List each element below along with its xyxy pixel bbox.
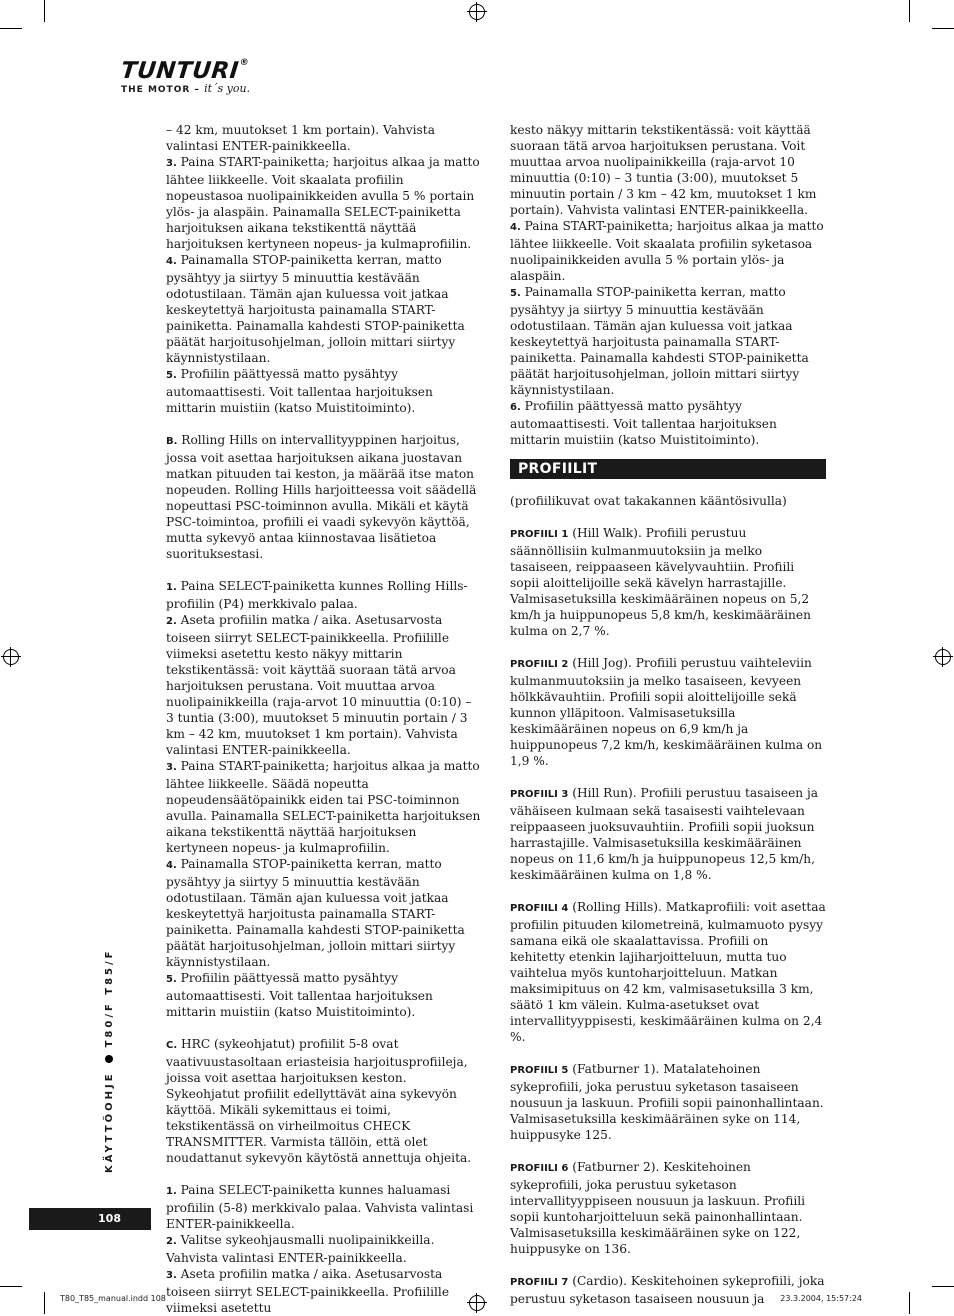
paragraph-gap	[510, 1143, 826, 1159]
registration-mark-icon	[3, 649, 19, 665]
footer-timestamp: 23.3.2004, 15:57:24	[780, 1294, 862, 1303]
paragraph-gap	[166, 1020, 482, 1036]
paragraph	[166, 1036, 482, 1166]
paragraph-number: 1.	[166, 582, 177, 593]
paragraph	[510, 1061, 826, 1143]
paragraph-number: PROFIILI 5	[510, 1065, 569, 1076]
crop-mark	[909, 1292, 910, 1314]
paragraph-number: B.	[166, 436, 178, 447]
paragraph-text: Profiilin päättyessä matto pysähtyy automaattisesti. Voit tallentaa harjoituksen mittarin muistiin (katso Muistitoiminto).	[166, 971, 433, 1019]
paragraph-text: Paina SELECT-painiketta kunnes haluamasi profiilin (5-8) merkkivalo palaa. Vahvista valintasi ENTER-painikkeella.	[166, 1183, 474, 1231]
paragraph-number: 5.	[510, 288, 521, 299]
paragraph-number: 3.	[166, 158, 177, 169]
paragraph-text: Paina START-painiketta; harjoitus alkaa ja matto lähtee liikkeelle. Säädä nopeutta nopeudensäätöpainikk eiden tai PSC-toiminnon avulla. Painamalla SELECT-painiketta harjoituksen aikana tekstikenttä näyttää harjoituksen kertyneen nopeus- ja kulmaprofiilin.	[166, 759, 481, 855]
paragraph-number: 5.	[166, 370, 177, 381]
paragraph-text: – 42 km, muutokset 1 km portain). Vahvista valintasi ENTER-painikkeella.	[166, 123, 435, 153]
paragraph-number: PROFIILI 2	[510, 659, 569, 670]
paragraph-text: HRC (sykeohjatut) profiilit 5-8 ovat vaativuustasoltaan eriasteisia harjoitusprofiileja, joissa voit asettaa harjoituksen keston. Sykeohjatut profiilit edellyttävät aina sykevyön käyttöä. Mikäli sykemittaus ei toimi, tekstikentässä on virheilmoitus CHECK TRANSMITTER. Varmista tällöin, että olet noudattanut sykevyön käytöstä annettuja ohjeita.	[166, 1037, 472, 1165]
paragraph-number: PROFIILI 7	[510, 1277, 569, 1288]
paragraph	[166, 1182, 482, 1232]
logo-tagline: THE MOTOR – it´s you.	[121, 82, 251, 95]
paragraph	[166, 1232, 482, 1266]
paragraph-text: Paina START-painiketta; harjoitus alkaa ja matto lähtee liikkeelle. Voit skaalata profiilin syketasoa nuolipainikkeiden avulla 5 % portain ylös- ja alaspäin.	[510, 219, 824, 283]
paragraph-number: PROFIILI 3	[510, 789, 569, 800]
paragraph-number: 2.	[166, 616, 177, 627]
paragraph-gap	[510, 509, 826, 525]
paragraph-gap	[510, 769, 826, 785]
paragraph-gap	[510, 1045, 826, 1061]
paragraph	[510, 284, 826, 398]
crop-mark	[44, 1292, 45, 1314]
paragraph	[510, 899, 826, 1045]
paragraph-text: (Fatburner 1). Matalatehoinen sykeprofiili, joka perustuu syketason tasaiseen nousuun ja laskuun. Profiili sopii painonhallintaan. Valmisasetuksilla keskimääräinen syke on 114, huippusyke 125.	[510, 1062, 824, 1142]
crop-mark	[909, 0, 910, 22]
paragraph-number: C.	[166, 1040, 178, 1051]
paragraph	[166, 122, 482, 154]
paragraph-number: PROFIILI 4	[510, 903, 569, 914]
paragraph-number: 3.	[166, 1270, 177, 1281]
paragraph-gap	[510, 883, 826, 899]
paragraph	[510, 525, 826, 639]
paragraph-number: PROFIILI 1	[510, 529, 569, 540]
paragraph	[166, 252, 482, 366]
bullet-icon	[105, 1055, 113, 1063]
logo-wordmark: TUNTURI®	[119, 58, 250, 84]
crop-mark	[44, 0, 45, 22]
left-text-column	[166, 122, 482, 1316]
paragraph-text: Painamalla STOP-painiketta kerran, matto pysähtyy ja siirtyy 5 minuuttia kestävään odotustilaan. Tämän ajan kuluessa voit jatkaa keskeytettyä harjoitusta painamalla START-painiketta. Painamalla kahdesti STOP-painiketta päätät harjoitusohjelman, jolloin mittari siirtyy käynnistystilaan.	[166, 253, 465, 365]
paragraph	[510, 1159, 826, 1257]
paragraph-text: (Cardio). Keskitehoinen sykeprofiili, joka perustuu syketason tasaiseen nousuun ja	[510, 1274, 825, 1306]
paragraph-text: Painamalla STOP-painiketta kerran, matto pysähtyy ja siirtyy 5 minuuttia kestävään odotustilaan. Tämän ajan kuluessa voit jatkaa keskeytettyä harjoitusta painamalla START-painiketta. Painamalla kahdesti STOP-painiketta päätät harjoitusohjelman, jolloin mittari siirtyy käynnistystilaan.	[510, 285, 809, 397]
paragraph-text: (profiilikuvat ovat takakannen kääntösivulla)	[510, 494, 787, 508]
paragraph-number: 1.	[166, 1186, 177, 1197]
paragraph-gap	[166, 1166, 482, 1182]
paragraph-text: (Hill Jog). Profiili perustuu vaihteleviin kulmanmuutoksiin ja melko tasaiseen, kevyeen hölkkävauhtiin. Profiili sopii aloittelijoille sekä kunnon ylläpitoon. Valmisasetuksilla keskimääräinen nopeus on 6,9 km/h ja huippunopeus 7,2 km/h, keskimääräinen kulma on 1,9 %.	[510, 656, 823, 768]
paragraph-text: Painamalla STOP-painiketta kerran, matto pysähtyy ja siirtyy 5 minuuttia kestävään odotustilaan. Tämän ajan kuluessa voit jatkaa keskeytettyä harjoitusta painamalla START-painiketta. Painamalla kahdesti STOP-painiketta päätät harjoitusohjelman, jolloin mittari siirtyy käynnistystilaan.	[166, 857, 465, 969]
paragraph	[510, 122, 826, 218]
paragraph	[166, 856, 482, 970]
paragraph-text: (Hill Walk). Profiili perustuu säännöllisiin kulmanmuutoksiin ja melko tasaiseen, reippaaseen kävelyvauhtiin. Profiili sopii aloittelijoille sekä kävelyn harrastajille. Valmisasetuksilla keskimääräinen nopeus on 5,2 km/h ja huippunopeus 5,8 km/h, keskimääräinen kulma on 2,7 %.	[510, 526, 811, 638]
paragraph-text: Paina SELECT-painiketta kunnes Rolling Hills-profiilin (P4) merkkivalo palaa.	[166, 579, 468, 611]
paragraph-gap	[166, 562, 482, 578]
section-heading: PROFIILIT	[510, 459, 826, 479]
crop-mark	[932, 28, 954, 29]
paragraph	[166, 578, 482, 612]
paragraph-gap	[510, 639, 826, 655]
paragraph-text: (Hill Run). Profiili perustuu tasaiseen ja vähäiseen kulmaan sekä tasaisesti vaihtelevaan reippaaseen juoksuvauhtiin. Profiili sopii juoksun harrastajille. Valmisasetuksilla keskimääräinen nopeus on 11,6 km/h ja huippunopeus 12,5 km/h, keskimääräinen kulma on 1,8 %.	[510, 786, 819, 882]
paragraph-gap	[510, 1257, 826, 1273]
footer-file-info: T80_T85_manual.indd 108	[60, 1294, 166, 1303]
side-label: KÄYTTÖOHJET80/F T85/F	[104, 948, 115, 1173]
paragraph-text: Aseta profiilin matka / aika. Asetusarvosta toiseen siirryt SELECT-painikkeella. Profiilille viimeksi asetettu kesto näkyy mittarin tekstikentässä: voit käyttää suoraan tätä arvoa harjoituksen perustana. Voit muuttaa arvoa nuolipainikkeilla (raja-arvot 10 minuuttia (0:10) – 3 tuntia (3:00), muutokset 5 minuutin portain / 3 km – 42 km, muutokset 1 km portain). Vahvista valintasi ENTER-painikkeella.	[166, 613, 472, 757]
paragraph-number: 2.	[166, 1236, 177, 1247]
paragraph	[510, 655, 826, 769]
paragraph-number: 4.	[166, 860, 177, 871]
crop-mark	[0, 1286, 22, 1287]
page-number: 108	[98, 1212, 121, 1225]
paragraph	[510, 1273, 826, 1307]
registration-mark-icon	[469, 4, 485, 20]
paragraph-number: 4.	[166, 256, 177, 267]
paragraph	[510, 398, 826, 448]
paragraph-number: 4.	[510, 222, 521, 233]
right-column-steps	[510, 122, 826, 448]
paragraph	[510, 493, 826, 509]
paragraph	[510, 785, 826, 883]
right-text-column	[510, 122, 826, 1307]
paragraph	[166, 366, 482, 416]
paragraph-text: Paina START-painiketta; harjoitus alkaa ja matto lähtee liikkeelle. Voit skaalata profiilin nopeustasoa nuolipainikkeiden avulla 5 % portain ylös- ja alaspäin. Painamalla SELECT-painiketta harjoituksen aikana tekstikenttä näyttää harjoituksen kertyneen nopeus- ja kulmaprofiilin.	[166, 155, 480, 251]
tunturi-logo	[121, 58, 250, 95]
paragraph-text: (Fatburner 2). Keskitehoinen sykeprofiili, joka perustuu syketason intervallityyppiseen nousuun ja laskuun. Profiili sopii kuntoharjoitteluun sekä painonhallintaan. Valmisasetuksilla keskimääräinen syke on 122, huippusyke on 136.	[510, 1160, 806, 1256]
paragraph-number: 5.	[166, 974, 177, 985]
paragraph-gap	[166, 416, 482, 432]
paragraph-text: Profiilin päättyessä matto pysähtyy automaattisesti. Voit tallentaa harjoituksen mittarin muistiin (katso Muistitoiminto).	[166, 367, 433, 415]
paragraph	[166, 154, 482, 252]
paragraph-text: Aseta profiilin matka / aika. Asetusarvosta toiseen siirryt SELECT-painikkeella. Profiilille viimeksi asetettu	[166, 1267, 450, 1315]
paragraph-number: 3.	[166, 762, 177, 773]
paragraph-number: 6.	[510, 402, 521, 413]
paragraph	[510, 218, 826, 284]
page-number-box	[29, 1208, 151, 1230]
paragraph	[166, 1266, 482, 1316]
paragraph	[166, 758, 482, 856]
crop-mark	[932, 1286, 954, 1287]
profile-descriptions	[510, 493, 826, 1307]
paragraph-text: Profiilin päättyessä matto pysähtyy automaattisesti. Voit tallentaa harjoituksen mittarin muistiin (katso Muistitoiminto).	[510, 399, 777, 447]
paragraph	[166, 612, 482, 758]
paragraph	[166, 970, 482, 1020]
registration-mark-icon	[935, 649, 951, 665]
crop-mark	[0, 28, 22, 29]
paragraph-text: Rolling Hills on intervallityyppinen harjoitus, jossa voit asettaa harjoituksen aikana juostavan matkan pituuden tai keston, ja määrää itse maton nopeuden. Rolling Hills harjoitteessa voit säädellä nopeuttasi PSC-toiminnon avulla. Mikäli et käytä PSC-toimintoa, profiili ei vaadi sykevyön käyttöä, mutta sykevyö antaa kiinnostavaa lisätietoa suorituksestasi.	[166, 433, 477, 561]
paragraph-text: Valitse sykeohjausmalli nuolipainikkeilla. Vahvista valintasi ENTER-painikkeella.	[166, 1233, 435, 1265]
paragraph-number: PROFIILI 6	[510, 1163, 569, 1174]
paragraph-text: (Rolling Hills). Matkaprofiili: voit asettaa profiilin pituuden kilometreinä, kulmamuoto pysyy samana eikä ole skaalattavissa. Profiili on kehitetty etenkin lajiharjoitteluun, mutta tuo vaihtelua myös kuntoharjoitteluun. Matkan maksimipituus on 42 km, valmisasetuksilla 3 km, säätö 1 km välein. Kulma-asetukset ovat intervallityyppisesti, keskimääräinen kulma on 2,4 %.	[510, 900, 826, 1044]
paragraph	[166, 432, 482, 562]
paragraph-text: kesto näkyy mittarin tekstikentässä: voit käyttää suoraan tätä arvoa harjoituksen perustana. Voit muuttaa arvoa nuolipainikkeilla (raja-arvot 10 minuuttia (0:10) – 3 tuntia (3:00), muutokset 5 minuutin portain / 3 km – 42 km, muutokset 1 km portain). Vahvista valintasi ENTER-painikkeella.	[510, 123, 817, 217]
